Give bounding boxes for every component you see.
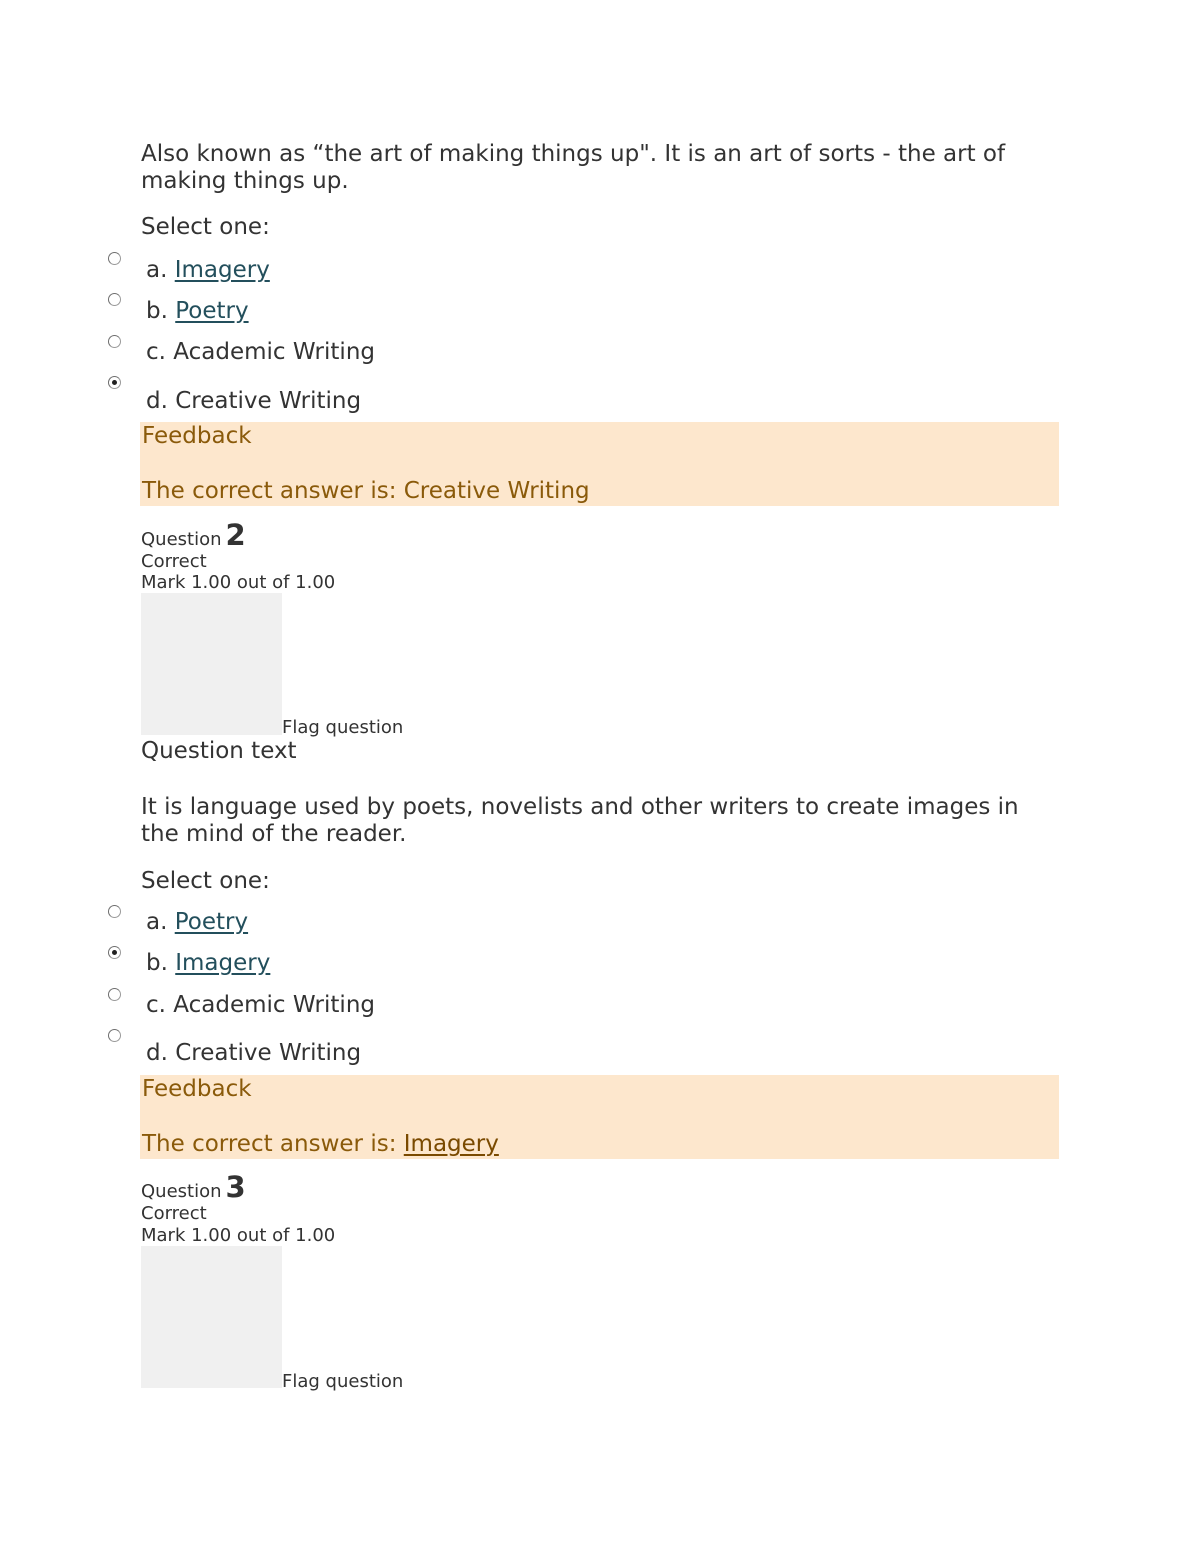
question-1-option-d[interactable]: d. Creative Writing: [146, 388, 362, 414]
question-2-header: Question 2: [141, 518, 246, 552]
question-2-section-label: Question text: [141, 738, 297, 764]
question-2-correct-answer-link[interactable]: Imagery: [403, 1131, 499, 1157]
question-1-radio-d-selected[interactable]: [108, 376, 121, 389]
question-1-correct-answer: The correct answer is: Creative Writing: [142, 478, 590, 504]
question-2-radio-d[interactable]: [108, 1029, 121, 1042]
question-2-option-b[interactable]: b. Imagery: [146, 950, 271, 976]
question-3-mark: Mark 1.00 out of 1.00: [141, 1225, 336, 1246]
question-1-option-a[interactable]: a. Imagery: [146, 257, 270, 283]
question-2-radio-a[interactable]: [108, 905, 121, 918]
question-2-feedback: [140, 1075, 1059, 1159]
question-1-option-b[interactable]: b. Poetry: [146, 298, 249, 324]
question-3-flag-icon[interactable]: [141, 1246, 282, 1388]
question-2-text: It is language used by poets, novelists and other writers to create images in the mind of the reader.: [141, 794, 1019, 847]
question-2-flag-icon[interactable]: [141, 593, 282, 735]
question-3-flag-question[interactable]: Flag question: [282, 1371, 404, 1392]
question-2-option-d[interactable]: d. Creative Writing: [146, 1040, 362, 1066]
question-2-radio-b-selected[interactable]: [108, 946, 121, 959]
question-1-select-one: Select one:: [141, 214, 270, 240]
question-1-feedback: [140, 422, 1059, 506]
question-1-text: Also known as “the art of making things up". It is an art of sorts - the art of making things up.: [141, 141, 1006, 194]
question-2-option-a[interactable]: a. Poetry: [146, 909, 249, 935]
question-2-select-one: Select one:: [141, 868, 270, 894]
question-1-radio-a[interactable]: [108, 252, 121, 265]
question-3-number: 3: [225, 1170, 246, 1204]
question-1-radio-b[interactable]: [108, 293, 121, 306]
question-2-number: 2: [225, 518, 246, 552]
question-2-option-b-link[interactable]: Imagery: [175, 950, 271, 976]
question-2-correct-answer: The correct answer is: Imagery: [142, 1131, 499, 1157]
question-3-status: Correct: [141, 1203, 207, 1224]
question-2-mark: Mark 1.00 out of 1.00: [141, 572, 336, 593]
question-1-option-c[interactable]: c. Academic Writing: [146, 339, 375, 365]
question-2-option-a-link[interactable]: Poetry: [174, 909, 249, 935]
question-1-radio-c[interactable]: [108, 335, 121, 348]
question-1-option-a-link[interactable]: Imagery: [174, 257, 270, 283]
question-2-feedback-title: Feedback: [142, 1076, 252, 1102]
question-2-option-c[interactable]: c. Academic Writing: [146, 992, 375, 1018]
question-2-radio-c[interactable]: [108, 988, 121, 1001]
question-2-status: Correct: [141, 551, 207, 572]
question-1-feedback-title: Feedback: [142, 423, 252, 449]
question-1-option-b-link[interactable]: Poetry: [175, 298, 249, 324]
question-3-header: Question 3: [141, 1170, 246, 1204]
question-2-flag-question[interactable]: Flag question: [282, 717, 404, 738]
